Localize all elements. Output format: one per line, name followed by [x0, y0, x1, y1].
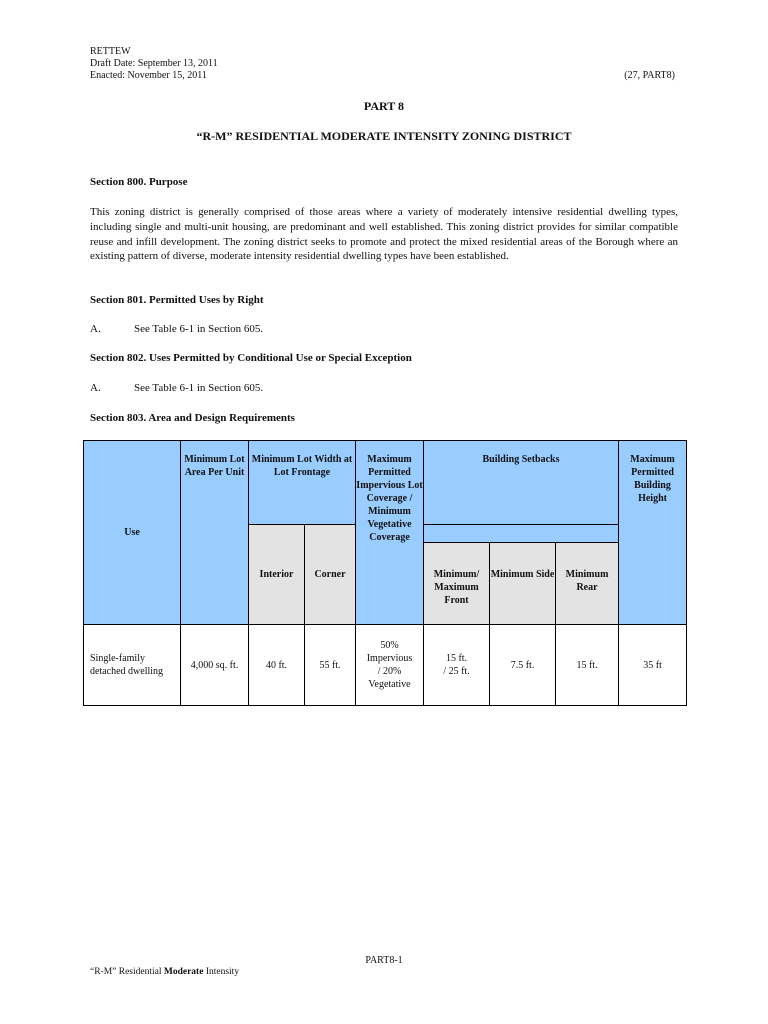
- footer-title: [90, 967, 239, 977]
- front-line: / 25 ft.: [443, 666, 470, 677]
- header-draft-date: Draft Date: September 13, 2011: [90, 58, 218, 69]
- item-letter: A.: [90, 382, 101, 394]
- footer-page-number: PART8-1: [365, 955, 403, 966]
- part-title: PART 8: [363, 99, 405, 113]
- cell-corner: 55 ft.: [305, 625, 356, 706]
- cell-coverage: [356, 625, 424, 706]
- item-text: See Table 6-1 in Section 605.: [134, 382, 264, 394]
- document-header: [90, 46, 218, 82]
- cell-lot-area: 4,000 sq. ft.: [181, 625, 249, 706]
- header-rear: Minimum Rear: [556, 543, 619, 625]
- header-corner: Corner: [305, 525, 356, 625]
- header-enacted-date: Enacted: November 15, 2011: [90, 70, 207, 81]
- cell-use: Single-family detached dwelling: [84, 625, 181, 706]
- header-max-impervious: Maximum Permitted Impervious Lot Coverage / Minimum Vegetative Coverage: [356, 441, 424, 625]
- header-page-ref: (27, PART8): [624, 70, 675, 81]
- front-line: 15 ft.: [445, 653, 468, 664]
- item-text: See Table 6-1 in Section 605.: [134, 323, 264, 335]
- footer-title-bold: Moderate: [163, 967, 204, 977]
- cell-interior: 40 ft.: [249, 625, 305, 706]
- cell-height: 35 ft: [619, 625, 687, 706]
- coverage-line: / 20%: [377, 666, 402, 677]
- header-company: RETTEW: [90, 46, 131, 57]
- district-title: “R-M” RESIDENTIAL MODERATE INTENSITY ZONING DISTRICT: [196, 129, 572, 143]
- header-interior: Interior: [249, 525, 305, 625]
- header-use: Use: [84, 441, 181, 625]
- cell-side: 7.5 ft.: [490, 625, 556, 706]
- header-side: Minimum Side: [490, 543, 556, 625]
- section-800-heading: Section 800. Purpose: [90, 176, 188, 188]
- header-front: Minimum/ Maximum Front: [424, 543, 490, 625]
- area-design-requirements-table: [83, 440, 687, 706]
- section-802-heading: Section 802. Uses Permitted by Conditional Use or Special Exception: [90, 352, 412, 364]
- coverage-line: 50%: [380, 640, 399, 651]
- header-min-lot-width: Minimum Lot Width at Lot Frontage: [249, 441, 356, 525]
- section-801-item: [90, 323, 263, 335]
- table-row: [84, 625, 687, 706]
- cell-front: [424, 625, 490, 706]
- coverage-line: Vegetative: [368, 679, 411, 690]
- section-802-item: [90, 382, 263, 394]
- section-801-heading: Section 801. Permitted Uses by Right: [90, 294, 264, 306]
- setbacks-spacer: [424, 525, 619, 543]
- item-letter: A.: [90, 323, 101, 335]
- header-building-setbacks: Building Setbacks: [424, 441, 619, 525]
- footer-title-post: Intensity: [203, 967, 240, 977]
- footer-title-pre: “R-M” Residential: [90, 967, 164, 977]
- section-803-heading: Section 803. Area and Design Requirements: [90, 412, 295, 424]
- cell-rear: 15 ft.: [556, 625, 619, 706]
- coverage-line: Impervious: [366, 653, 413, 664]
- header-max-height: Maximum Permitted Building Height: [619, 441, 687, 625]
- header-min-lot-area: Minimum Lot Area Per Unit: [181, 441, 249, 625]
- section-800-text: This zoning district is generally comprised of those areas where a variety of moderately intensive residential dwelling types, including single and multi-unit housing, are predominant and well established. This zoning district provides for similar compatible reuse and infill development. The zoning district seeks to promote and protect the mixed residential areas of the Borough where an existing pattern of diverse, moderate intensity residential dwelling types have been established.: [90, 206, 678, 263]
